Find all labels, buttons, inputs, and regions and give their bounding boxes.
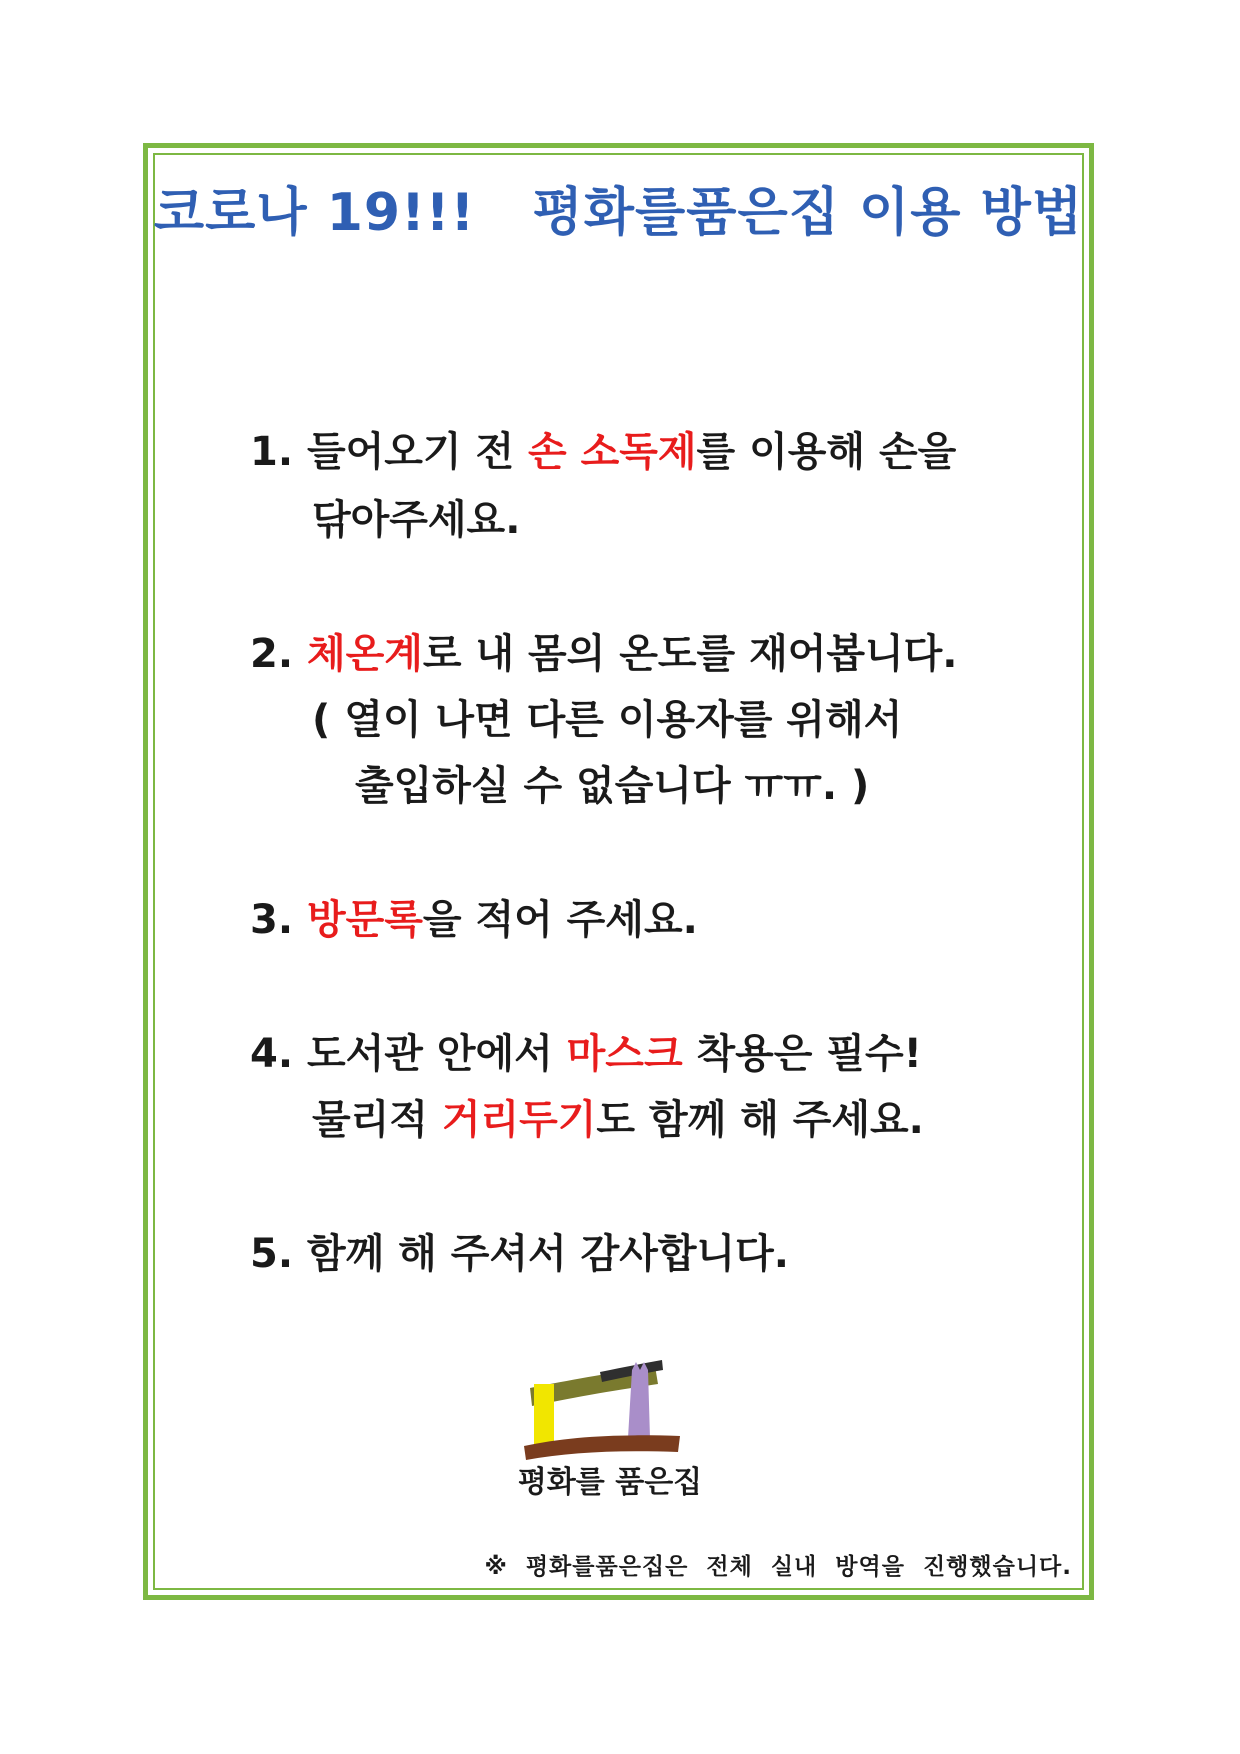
item-4-line-2 [312, 1088, 924, 1145]
item-4-number: 4. [250, 1031, 294, 1077]
item-4-highlight: 마스크 [566, 1031, 683, 1077]
item-4-line-1 [250, 1022, 922, 1079]
item-1-text-a: 들어오기 전 [306, 429, 529, 475]
item-4-line-2-a: 물리적 [312, 1097, 442, 1143]
logo [480, 1340, 740, 1500]
logo-yellow-pillar [534, 1384, 554, 1450]
item-4-line-2-b: 도 함께 해 주세요. [596, 1097, 924, 1143]
item-4-text-a: 도서관 안에서 [306, 1031, 567, 1077]
item-3-line-1 [250, 888, 698, 945]
item-2-line-3: 출입하실 수 없습니다 ㅠㅠ. ) [355, 763, 870, 809]
item-1-highlight: 손 소독제 [528, 429, 697, 475]
item-1-line-1 [250, 420, 956, 477]
item-4-text-b: 착용은 필수! [682, 1031, 922, 1077]
item-2-line-2: ( 열이 나면 다른 이용자를 위해서 [312, 697, 903, 743]
footnote: ※ 평화를품은집은 전체 실내 방역을 진행했습니다. [484, 1554, 1072, 1580]
item-5-line-1 [250, 1222, 789, 1279]
house-logo-icon [480, 1340, 740, 1500]
item-4-line-2-highlight: 거리두기 [441, 1097, 597, 1143]
item-5-text: 함께 해 주셔서 감사합니다. [306, 1231, 789, 1277]
item-1-number: 1. [250, 429, 294, 475]
logo-text: 평화를 품은집 [517, 1465, 703, 1500]
item-3-text-b: 을 적어 주세요. [422, 897, 698, 943]
page-title: 코로나 19!!! 평화를품은집 이용 방법 [153, 183, 1084, 243]
item-2-highlight: 체온계 [306, 631, 423, 677]
item-2-line-1 [250, 622, 957, 679]
item-5-number: 5. [250, 1231, 294, 1277]
item-1-text-b: 를 이용해 손을 [696, 429, 957, 475]
item-2-number: 2. [250, 631, 294, 677]
item-2-text-b: 로 내 몸의 온도를 재어봅니다. [422, 631, 958, 677]
item-1-line-2: 닦아주세요. [312, 497, 521, 543]
item-3-number: 3. [250, 897, 294, 943]
item-3-highlight: 방문록 [306, 897, 423, 943]
